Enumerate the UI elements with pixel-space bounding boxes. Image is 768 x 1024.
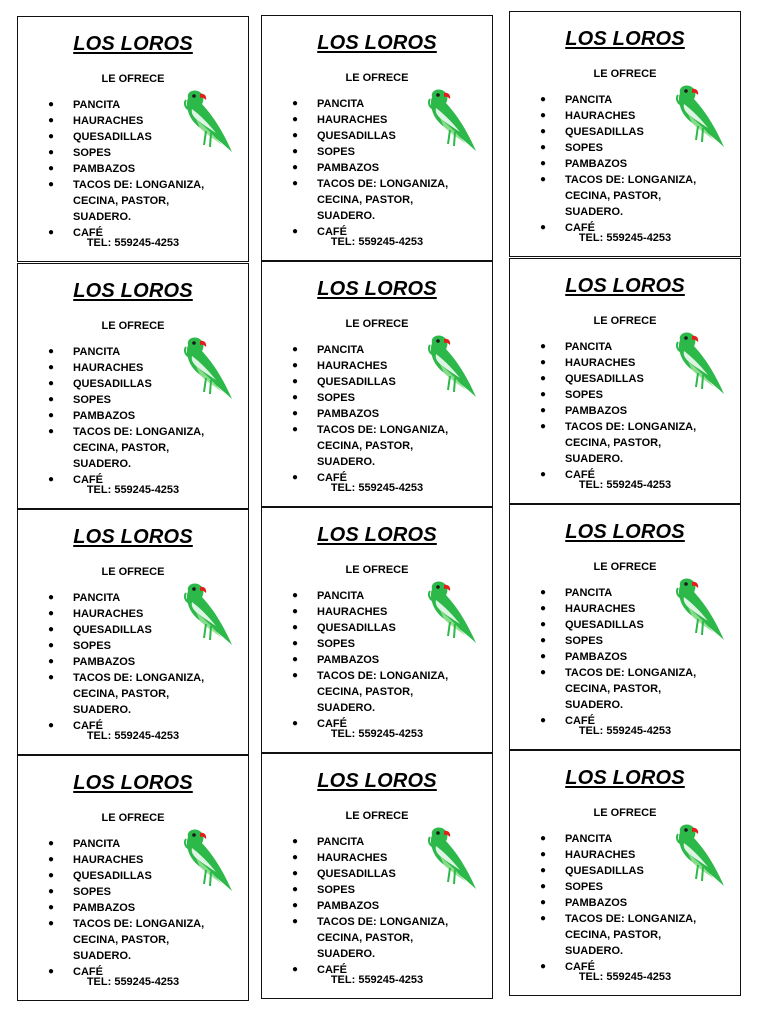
- bullet-icon: ●: [292, 392, 299, 403]
- bullet-icon: ●: [292, 162, 299, 173]
- bullet-icon: ●: [48, 672, 55, 683]
- bullet-icon: ●: [48, 426, 55, 437]
- phone-number: TEL: 559245-4253: [578, 971, 672, 983]
- menu-item-label: CAFÉ: [73, 227, 103, 239]
- menu-item: [48, 670, 228, 718]
- menu-item-label: TACOS DE: LONGANIZA, CECINA, PASTOR, SUADERO.: [565, 174, 697, 218]
- offer-heading: LE OFRECE: [101, 73, 165, 85]
- menu-item: [292, 422, 472, 470]
- menu-item-label: PAMBAZOS: [73, 163, 136, 175]
- menu-item: [48, 177, 228, 225]
- flyer-card: [261, 507, 493, 753]
- bullet-icon: ●: [292, 606, 299, 617]
- bullet-icon: ●: [540, 126, 547, 137]
- menu-item-label: QUESADILLAS: [565, 373, 644, 385]
- bullet-icon: ●: [48, 346, 55, 357]
- menu-item-label: TACOS DE: LONGANIZA, CECINA, PASTOR, SUADERO.: [565, 667, 697, 711]
- menu-item-label: PANCITA: [317, 98, 365, 110]
- menu-item-label: PANCITA: [73, 99, 121, 111]
- menu-item-label: PAMBAZOS: [565, 158, 628, 170]
- bullet-icon: ●: [48, 474, 55, 485]
- menu-item-label: SOPES: [317, 638, 355, 650]
- menu-item: [292, 898, 472, 914]
- menu-item: [48, 408, 228, 424]
- bullet-icon: ●: [292, 654, 299, 665]
- menu-item-label: PANCITA: [565, 94, 613, 106]
- menu-item-label: TACOS DE: LONGANIZA, CECINA, PASTOR, SUADERO.: [317, 916, 449, 960]
- menu-item-label: PANCITA: [73, 838, 121, 850]
- offer-heading: LE OFRECE: [345, 72, 409, 84]
- parrot-icon: [176, 828, 234, 894]
- menu-item-label: TACOS DE: LONGANIZA, CECINA, PASTOR, SUADERO.: [73, 672, 205, 716]
- bullet-icon: ●: [48, 227, 55, 238]
- menu-item-label: SOPES: [73, 147, 111, 159]
- menu-item-label: CAFÉ: [73, 474, 103, 486]
- offer-heading: LE OFRECE: [593, 315, 657, 327]
- menu-item-label: QUESADILLAS: [73, 378, 152, 390]
- bullet-icon: ●: [48, 410, 55, 421]
- menu-item-label: TACOS DE: LONGANIZA, CECINA, PASTOR, SUADERO.: [73, 426, 205, 470]
- menu-item: [292, 160, 472, 176]
- parrot-icon: [668, 331, 726, 397]
- bullet-icon: ●: [540, 667, 547, 678]
- bullet-icon: ●: [292, 868, 299, 879]
- parrot-icon: [668, 84, 726, 150]
- menu-item: [48, 654, 228, 670]
- bullet-icon: ●: [48, 656, 55, 667]
- menu-item-label: PAMBAZOS: [73, 410, 136, 422]
- offer-heading: LE OFRECE: [101, 812, 165, 824]
- menu-item: [292, 668, 472, 716]
- bullet-icon: ●: [292, 622, 299, 633]
- flyer-card: [17, 755, 249, 1001]
- bullet-icon: ●: [540, 389, 547, 400]
- bullet-icon: ●: [292, 916, 299, 927]
- menu-item-label: QUESADILLAS: [317, 376, 396, 388]
- menu-item-label: HAURACHES: [317, 114, 388, 126]
- bullet-icon: ●: [292, 670, 299, 681]
- bullet-icon: ●: [292, 424, 299, 435]
- parrot-icon: [176, 582, 234, 648]
- bullet-icon: ●: [540, 913, 547, 924]
- bullet-icon: ●: [540, 849, 547, 860]
- menu-item-label: CAFÉ: [317, 472, 347, 484]
- business-name: LOS LOROS: [73, 280, 193, 302]
- menu-item: [540, 419, 720, 467]
- menu-item: [48, 424, 228, 472]
- menu-item-label: CAFÉ: [317, 718, 347, 730]
- bullet-icon: ●: [48, 640, 55, 651]
- bullet-icon: ●: [540, 619, 547, 630]
- bullet-icon: ●: [48, 918, 55, 929]
- menu-item-label: QUESADILLAS: [565, 126, 644, 138]
- bullet-icon: ●: [540, 833, 547, 844]
- menu-item-label: SOPES: [565, 881, 603, 893]
- business-name: LOS LOROS: [565, 28, 685, 50]
- business-name: LOS LOROS: [565, 521, 685, 543]
- bullet-icon: ●: [48, 147, 55, 158]
- parrot-icon: [176, 89, 234, 155]
- bullet-icon: ●: [540, 405, 547, 416]
- menu-item-label: QUESADILLAS: [73, 131, 152, 143]
- menu-item: [540, 895, 720, 911]
- bullet-icon: ●: [292, 130, 299, 141]
- menu-item-label: TACOS DE: LONGANIZA, CECINA, PASTOR, SUADERO.: [317, 424, 449, 468]
- flyer-card: [261, 15, 493, 261]
- bullet-icon: ●: [48, 99, 55, 110]
- bullet-icon: ●: [48, 394, 55, 405]
- bullet-icon: ●: [48, 592, 55, 603]
- bullet-icon: ●: [292, 360, 299, 371]
- menu-item-label: HAURACHES: [565, 603, 636, 615]
- business-name: LOS LOROS: [73, 526, 193, 548]
- phone-number: TEL: 559245-4253: [330, 728, 424, 740]
- menu-item: [540, 172, 720, 220]
- parrot-icon: [176, 336, 234, 402]
- flyer-card: [509, 504, 741, 750]
- menu-item-label: QUESADILLAS: [565, 619, 644, 631]
- phone-number: TEL: 559245-4253: [578, 725, 672, 737]
- business-name: LOS LOROS: [317, 770, 437, 792]
- menu-item-label: CAFÉ: [73, 966, 103, 978]
- menu-item-label: CAFÉ: [73, 720, 103, 732]
- bullet-icon: ●: [292, 718, 299, 729]
- bullet-icon: ●: [540, 961, 547, 972]
- bullet-icon: ●: [540, 635, 547, 646]
- menu-item-label: SOPES: [565, 635, 603, 647]
- menu-item: [540, 649, 720, 665]
- menu-item-label: QUESADILLAS: [73, 870, 152, 882]
- phone-number: TEL: 559245-4253: [86, 484, 180, 496]
- bullet-icon: ●: [48, 378, 55, 389]
- menu-item-label: PAMBAZOS: [317, 408, 380, 420]
- menu-item-label: PANCITA: [565, 341, 613, 353]
- flyer-card: [509, 11, 741, 257]
- menu-item-label: CAFÉ: [565, 961, 595, 973]
- bullet-icon: ●: [292, 226, 299, 237]
- menu-item-label: PANCITA: [565, 587, 613, 599]
- offer-heading: LE OFRECE: [101, 320, 165, 332]
- menu-item-label: SOPES: [73, 394, 111, 406]
- menu-item-label: HAURACHES: [73, 115, 144, 127]
- business-name: LOS LOROS: [565, 767, 685, 789]
- menu-item-label: TACOS DE: LONGANIZA, CECINA, PASTOR, SUADERO.: [73, 179, 205, 223]
- menu-item-label: CAFÉ: [317, 226, 347, 238]
- menu-item-label: SOPES: [565, 389, 603, 401]
- menu-item-label: PAMBAZOS: [565, 897, 628, 909]
- bullet-icon: ●: [48, 902, 55, 913]
- bullet-icon: ●: [540, 357, 547, 368]
- bullet-icon: ●: [292, 472, 299, 483]
- menu-item: [540, 911, 720, 959]
- bullet-icon: ●: [48, 870, 55, 881]
- menu-item-label: CAFÉ: [317, 964, 347, 976]
- menu-item-label: HAURACHES: [317, 606, 388, 618]
- menu-item-label: SOPES: [73, 886, 111, 898]
- menu-item-label: CAFÉ: [565, 469, 595, 481]
- bullet-icon: ●: [292, 884, 299, 895]
- menu-item-label: PANCITA: [73, 346, 121, 358]
- menu-item-label: CAFÉ: [565, 715, 595, 727]
- bullet-icon: ●: [48, 362, 55, 373]
- menu-item-label: CAFÉ: [565, 222, 595, 234]
- menu-item-label: PAMBAZOS: [317, 654, 380, 666]
- offer-heading: LE OFRECE: [593, 807, 657, 819]
- menu-item-label: PAMBAZOS: [73, 902, 136, 914]
- menu-item-label: HAURACHES: [565, 849, 636, 861]
- menu-item-label: PANCITA: [317, 836, 365, 848]
- bullet-icon: ●: [48, 608, 55, 619]
- menu-item-label: TACOS DE: LONGANIZA, CECINA, PASTOR, SUADERO.: [73, 918, 205, 962]
- menu-item-label: TACOS DE: LONGANIZA, CECINA, PASTOR, SUADERO.: [317, 670, 449, 714]
- bullet-icon: ●: [48, 966, 55, 977]
- offer-heading: LE OFRECE: [345, 564, 409, 576]
- menu-item-label: PAMBAZOS: [73, 656, 136, 668]
- menu-item-label: PAMBAZOS: [565, 405, 628, 417]
- phone-number: TEL: 559245-4253: [86, 237, 180, 249]
- menu-item-label: PAMBAZOS: [565, 651, 628, 663]
- bullet-icon: ●: [540, 469, 547, 480]
- menu-item: [540, 156, 720, 172]
- bullet-icon: ●: [292, 178, 299, 189]
- menu-item: [540, 403, 720, 419]
- bullet-icon: ●: [48, 720, 55, 731]
- phone-number: TEL: 559245-4253: [86, 730, 180, 742]
- bullet-icon: ●: [292, 146, 299, 157]
- business-name: LOS LOROS: [565, 275, 685, 297]
- menu-item: [48, 900, 228, 916]
- phone-number: TEL: 559245-4253: [578, 232, 672, 244]
- offer-heading: LE OFRECE: [593, 561, 657, 573]
- menu-item: [540, 665, 720, 713]
- menu-item-label: TACOS DE: LONGANIZA, CECINA, PASTOR, SUADERO.: [565, 913, 697, 957]
- flyer-card: [261, 261, 493, 507]
- menu-item: [48, 916, 228, 964]
- bullet-icon: ●: [48, 854, 55, 865]
- menu-item: [292, 914, 472, 962]
- bullet-icon: ●: [292, 590, 299, 601]
- offer-heading: LE OFRECE: [593, 68, 657, 80]
- bullet-icon: ●: [540, 94, 547, 105]
- bullet-icon: ●: [540, 174, 547, 185]
- bullet-icon: ●: [540, 603, 547, 614]
- menu-item-label: TACOS DE: LONGANIZA, CECINA, PASTOR, SUADERO.: [317, 178, 449, 222]
- menu-item: [292, 176, 472, 224]
- phone-number: TEL: 559245-4253: [578, 479, 672, 491]
- parrot-icon: [420, 826, 478, 892]
- bullet-icon: ●: [48, 624, 55, 635]
- flyer-card: [17, 16, 249, 262]
- bullet-icon: ●: [540, 587, 547, 598]
- flyer-card: [261, 753, 493, 999]
- menu-item: [48, 161, 228, 177]
- bullet-icon: ●: [292, 376, 299, 387]
- menu-item-label: QUESADILLAS: [317, 130, 396, 142]
- bullet-icon: ●: [48, 115, 55, 126]
- bullet-icon: ●: [292, 836, 299, 847]
- parrot-icon: [668, 577, 726, 643]
- parrot-icon: [420, 580, 478, 646]
- menu-item-label: PAMBAZOS: [317, 162, 380, 174]
- bullet-icon: ●: [540, 110, 547, 121]
- menu-item-label: PANCITA: [73, 592, 121, 604]
- menu-item-label: PAMBAZOS: [317, 900, 380, 912]
- menu-item-label: QUESADILLAS: [317, 622, 396, 634]
- menu-item: [292, 406, 472, 422]
- bullet-icon: ●: [540, 142, 547, 153]
- bullet-icon: ●: [540, 341, 547, 352]
- menu-item-label: PANCITA: [565, 833, 613, 845]
- bullet-icon: ●: [540, 651, 547, 662]
- bullet-icon: ●: [540, 881, 547, 892]
- business-name: LOS LOROS: [317, 32, 437, 54]
- menu-item-label: PANCITA: [317, 344, 365, 356]
- bullet-icon: ●: [540, 222, 547, 233]
- bullet-icon: ●: [292, 408, 299, 419]
- parrot-icon: [420, 88, 478, 154]
- bullet-icon: ●: [540, 421, 547, 432]
- flyer-card: [509, 258, 741, 504]
- menu-item-label: HAURACHES: [73, 362, 144, 374]
- menu-item-label: HAURACHES: [73, 854, 144, 866]
- flyer-card: [17, 509, 249, 755]
- menu-item: [292, 652, 472, 668]
- phone-number: TEL: 559245-4253: [330, 482, 424, 494]
- menu-item-label: PANCITA: [317, 590, 365, 602]
- menu-item-label: QUESADILLAS: [565, 865, 644, 877]
- offer-heading: LE OFRECE: [345, 318, 409, 330]
- bullet-icon: ●: [292, 900, 299, 911]
- business-name: LOS LOROS: [73, 33, 193, 55]
- phone-number: TEL: 559245-4253: [86, 976, 180, 988]
- bullet-icon: ●: [540, 373, 547, 384]
- business-name: LOS LOROS: [317, 278, 437, 300]
- menu-item-label: SOPES: [73, 640, 111, 652]
- flyer-card: [17, 263, 249, 509]
- business-name: LOS LOROS: [73, 772, 193, 794]
- bullet-icon: ●: [48, 163, 55, 174]
- business-name: LOS LOROS: [317, 524, 437, 546]
- bullet-icon: ●: [292, 852, 299, 863]
- bullet-icon: ●: [292, 114, 299, 125]
- phone-number: TEL: 559245-4253: [330, 974, 424, 986]
- bullet-icon: ●: [48, 886, 55, 897]
- menu-item-label: HAURACHES: [317, 852, 388, 864]
- bullet-icon: ●: [292, 964, 299, 975]
- parrot-icon: [668, 823, 726, 889]
- menu-item-label: SOPES: [317, 884, 355, 896]
- bullet-icon: ●: [540, 865, 547, 876]
- bullet-icon: ●: [292, 638, 299, 649]
- menu-item-label: TACOS DE: LONGANIZA, CECINA, PASTOR, SUADERO.: [565, 421, 697, 465]
- menu-item-label: SOPES: [317, 146, 355, 158]
- bullet-icon: ●: [48, 838, 55, 849]
- menu-item-label: HAURACHES: [565, 110, 636, 122]
- bullet-icon: ●: [292, 344, 299, 355]
- phone-number: TEL: 559245-4253: [330, 236, 424, 248]
- menu-item-label: QUESADILLAS: [73, 624, 152, 636]
- offer-heading: LE OFRECE: [345, 810, 409, 822]
- menu-item-label: SOPES: [565, 142, 603, 154]
- bullet-icon: ●: [292, 98, 299, 109]
- bullet-icon: ●: [540, 715, 547, 726]
- bullet-icon: ●: [48, 179, 55, 190]
- menu-item-label: QUESADILLAS: [317, 868, 396, 880]
- offer-heading: LE OFRECE: [101, 566, 165, 578]
- bullet-icon: ●: [48, 131, 55, 142]
- menu-item-label: HAURACHES: [73, 608, 144, 620]
- parrot-icon: [420, 334, 478, 400]
- bullet-icon: ●: [540, 158, 547, 169]
- flyer-card: [509, 750, 741, 996]
- menu-item-label: HAURACHES: [565, 357, 636, 369]
- menu-item-label: SOPES: [317, 392, 355, 404]
- bullet-icon: ●: [540, 897, 547, 908]
- menu-item-label: HAURACHES: [317, 360, 388, 372]
